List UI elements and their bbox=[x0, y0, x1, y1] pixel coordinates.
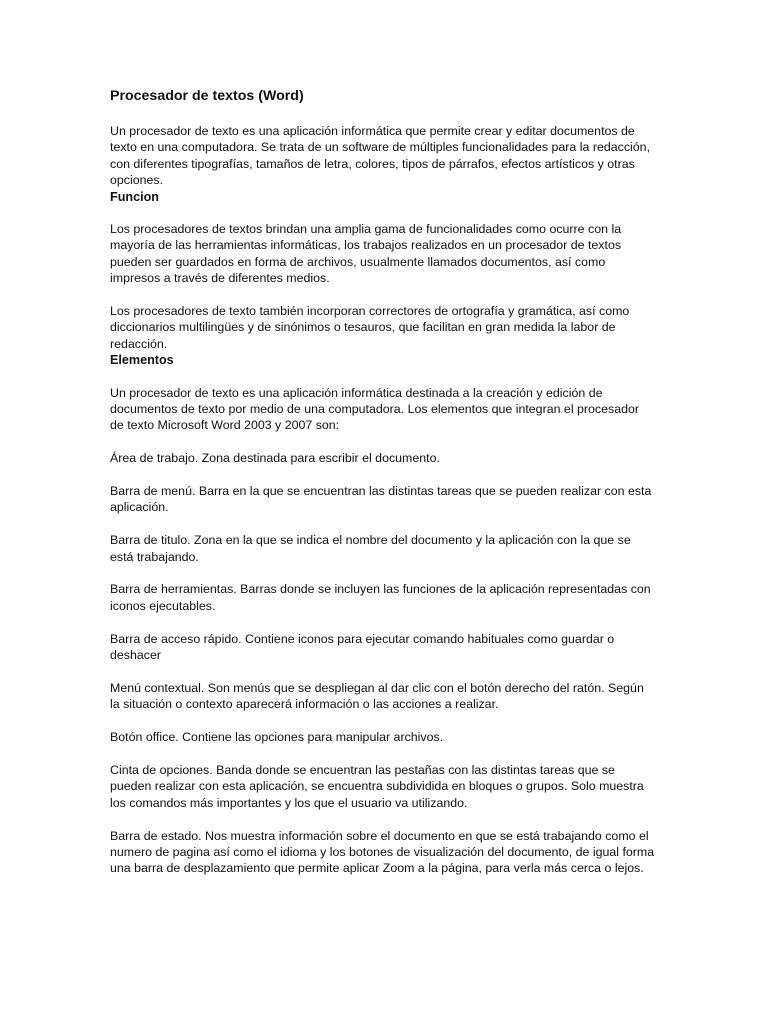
elemento-item: Barra de estado. Nos muestra información sobre el documento en que se está trabajando como el numero de pagina así como el idioma y los botones de visualización del documento, de igual forma una barra de desplazamiento que permite aplicar Zoom a la página, para verla más cerca o lejos. bbox=[110, 828, 655, 876]
elemento-item: Área de trabajo. Zona destinada para escribir el documento. bbox=[110, 451, 440, 466]
funcion-paragraph: Los procesadores de textos brindan una amplia gama de funcionalidades como ocurre con la mayoría de las herramientas informáticas, los trabajos realizados en un procesador de textos pueden ser guardados en forma de archivos, usualmente llamados documentos, así como impresos a través de diferentes medios. bbox=[110, 222, 622, 286]
elemento-item: Barra de menú. Barra en la que se encuentran las distintas tareas que se pueden realizar con esta aplicación. bbox=[110, 484, 652, 515]
elemento-item: Menú contextual. Son menús que se despliegan al dar clic con el botón derecho del ratón. Según la situación o contexto aparecerá información o las acciones a realizar. bbox=[110, 680, 644, 712]
elemento-item: Cinta de opciones. Banda donde se encuentran las pestañas con las distintas tareas que se pueden realizar con esta aplicación, se encuentra subdividida en bloques o grupos. Solo muestra los comandos más importantes y los que el usuario va utilizando. bbox=[110, 762, 644, 810]
elemento-item: Barra de herramientas. Barras donde se incluyen las funciones de la aplicación representadas con iconos ejecutables. bbox=[110, 582, 651, 613]
document-title: Procesador de textos (Word) bbox=[110, 88, 304, 104]
elemento-item: Barra de acceso rápido. Contiene iconos para ejecutar comando habituales como guardar o deshacer bbox=[110, 631, 615, 663]
elementos-intro-paragraph: Un procesador de texto es una aplicación informática destinada a la creación y edición de documentos de texto por medio de una computadora. Los elementos que integran el procesador de texto Microsoft Word 2003 y 2007 son: bbox=[110, 385, 640, 433]
intro-paragraph: Un procesador de texto es una aplicación informática que permite crear y editar documentos de texto en una computadora. Se trata de un software de múltiples funcionalidades para la redacción, con diferentes tipografías, tamaños de letra, colores, tipos de párrafos, efectos artísticos y otras opciones. bbox=[110, 124, 651, 188]
elemento-item: Barra de titulo. Zona en la que se indica el nombre del documento y la aplicación con la que se está trabajando. bbox=[110, 533, 631, 564]
elemento-item: Botón office. Contiene las opciones para manipular archivos. bbox=[110, 730, 444, 745]
funcion-paragraph: Los procesadores de texto también incorporan correctores de ortografía y gramática, así como diccionarios multilingües y de sinónimos o tesauros, que facilitan en gran medida la labor de redacción. bbox=[110, 304, 630, 351]
document-page bbox=[110, 86, 655, 877]
section-heading-funcion: Funcion bbox=[110, 189, 159, 204]
section-heading-elementos: Elementos bbox=[110, 353, 174, 368]
